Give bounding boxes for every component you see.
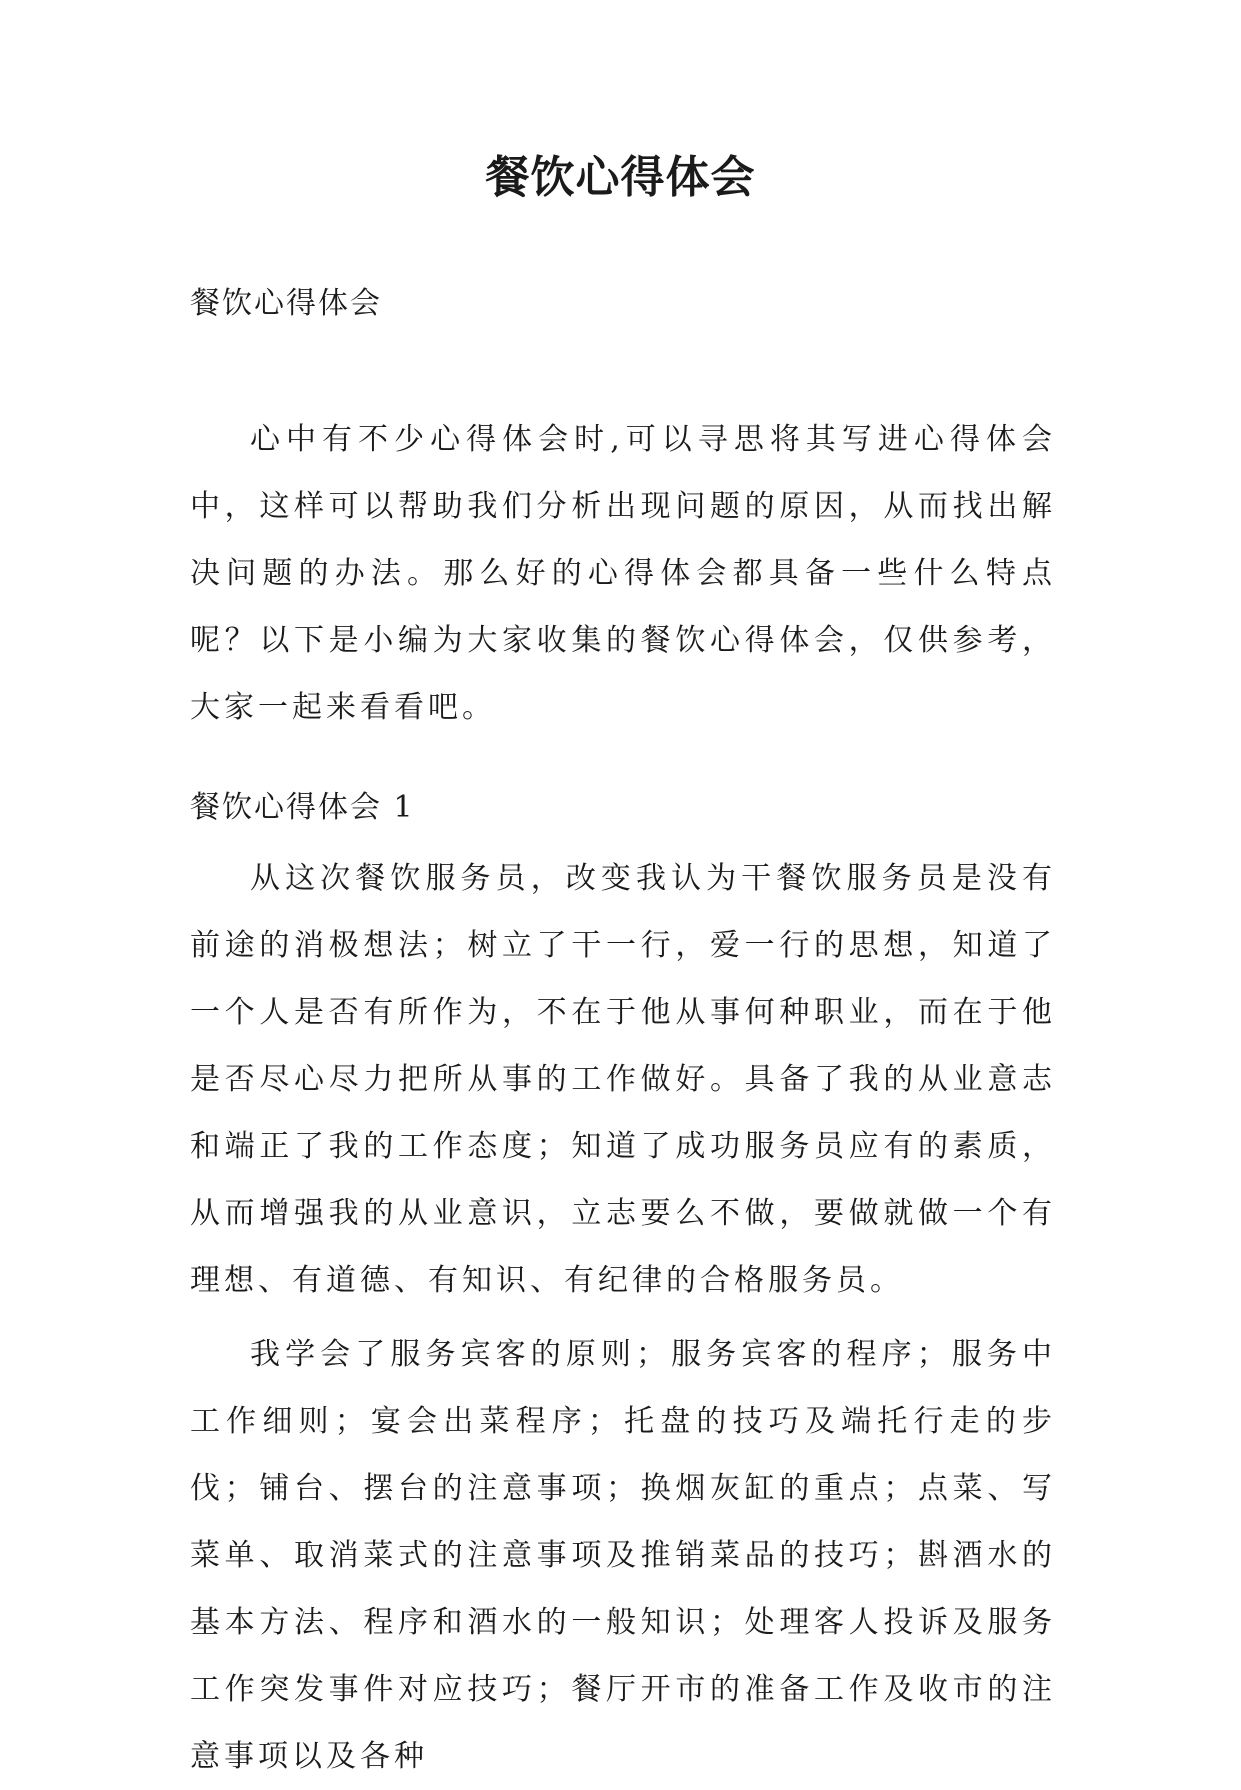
document-body bbox=[190, 284, 1056, 1790]
section-heading: 餐饮心得体会 1 bbox=[190, 790, 415, 825]
document-title: 餐饮心得体会 bbox=[485, 152, 756, 203]
spacer bbox=[190, 741, 1056, 788]
section-paragraph: 我学会了服务宾客的原则；服务宾客的程序；服务中工作细则；宴会出菜程序；托盘的技巧及端托行走的步伐；铺台、摆台的注意事项；换烟灰缸的重点；点菜、写菜单、取消菜式的注意事项及推销菜品的技巧；斟酒水的基本方法、程序和酒水的一般知识；处理客人投诉及服务工作突发事件对应技巧；餐厅开市的准备工作及收市的注意事项以及各种 bbox=[190, 1337, 1056, 1774]
section-paragraph: 从这次餐饮服务员，改变我认为干餐饮服务员是没有前途的消极想法；树立了干一行，爱一行的思想，知道了一个人是否有所作为，不在于他从事何种职业，而在于他是否尽心尽力把所从事的工作做好。具备了我的从业意志和端正了我的工作态度；知道了成功服务员应有的素质，从而增强我的从业意识，立志要么不做，要做就做一个有理想、有道德、有知识、有纪律的合格服务员。 bbox=[190, 861, 1056, 1298]
spacer bbox=[190, 324, 1056, 406]
document-subtitle: 餐饮心得体会 bbox=[190, 286, 382, 321]
intro-paragraph: 心中有不少心得体会时,可以寻思将其写进心得体会中，这样可以帮助我们分析出现问题的原因，从而找出解决问题的办法。那么好的心得体会都具备一些什么特点呢？以下是小编为大家收集的餐饮心得体会，仅供参考，大家一起来看看吧。 bbox=[190, 422, 1056, 725]
